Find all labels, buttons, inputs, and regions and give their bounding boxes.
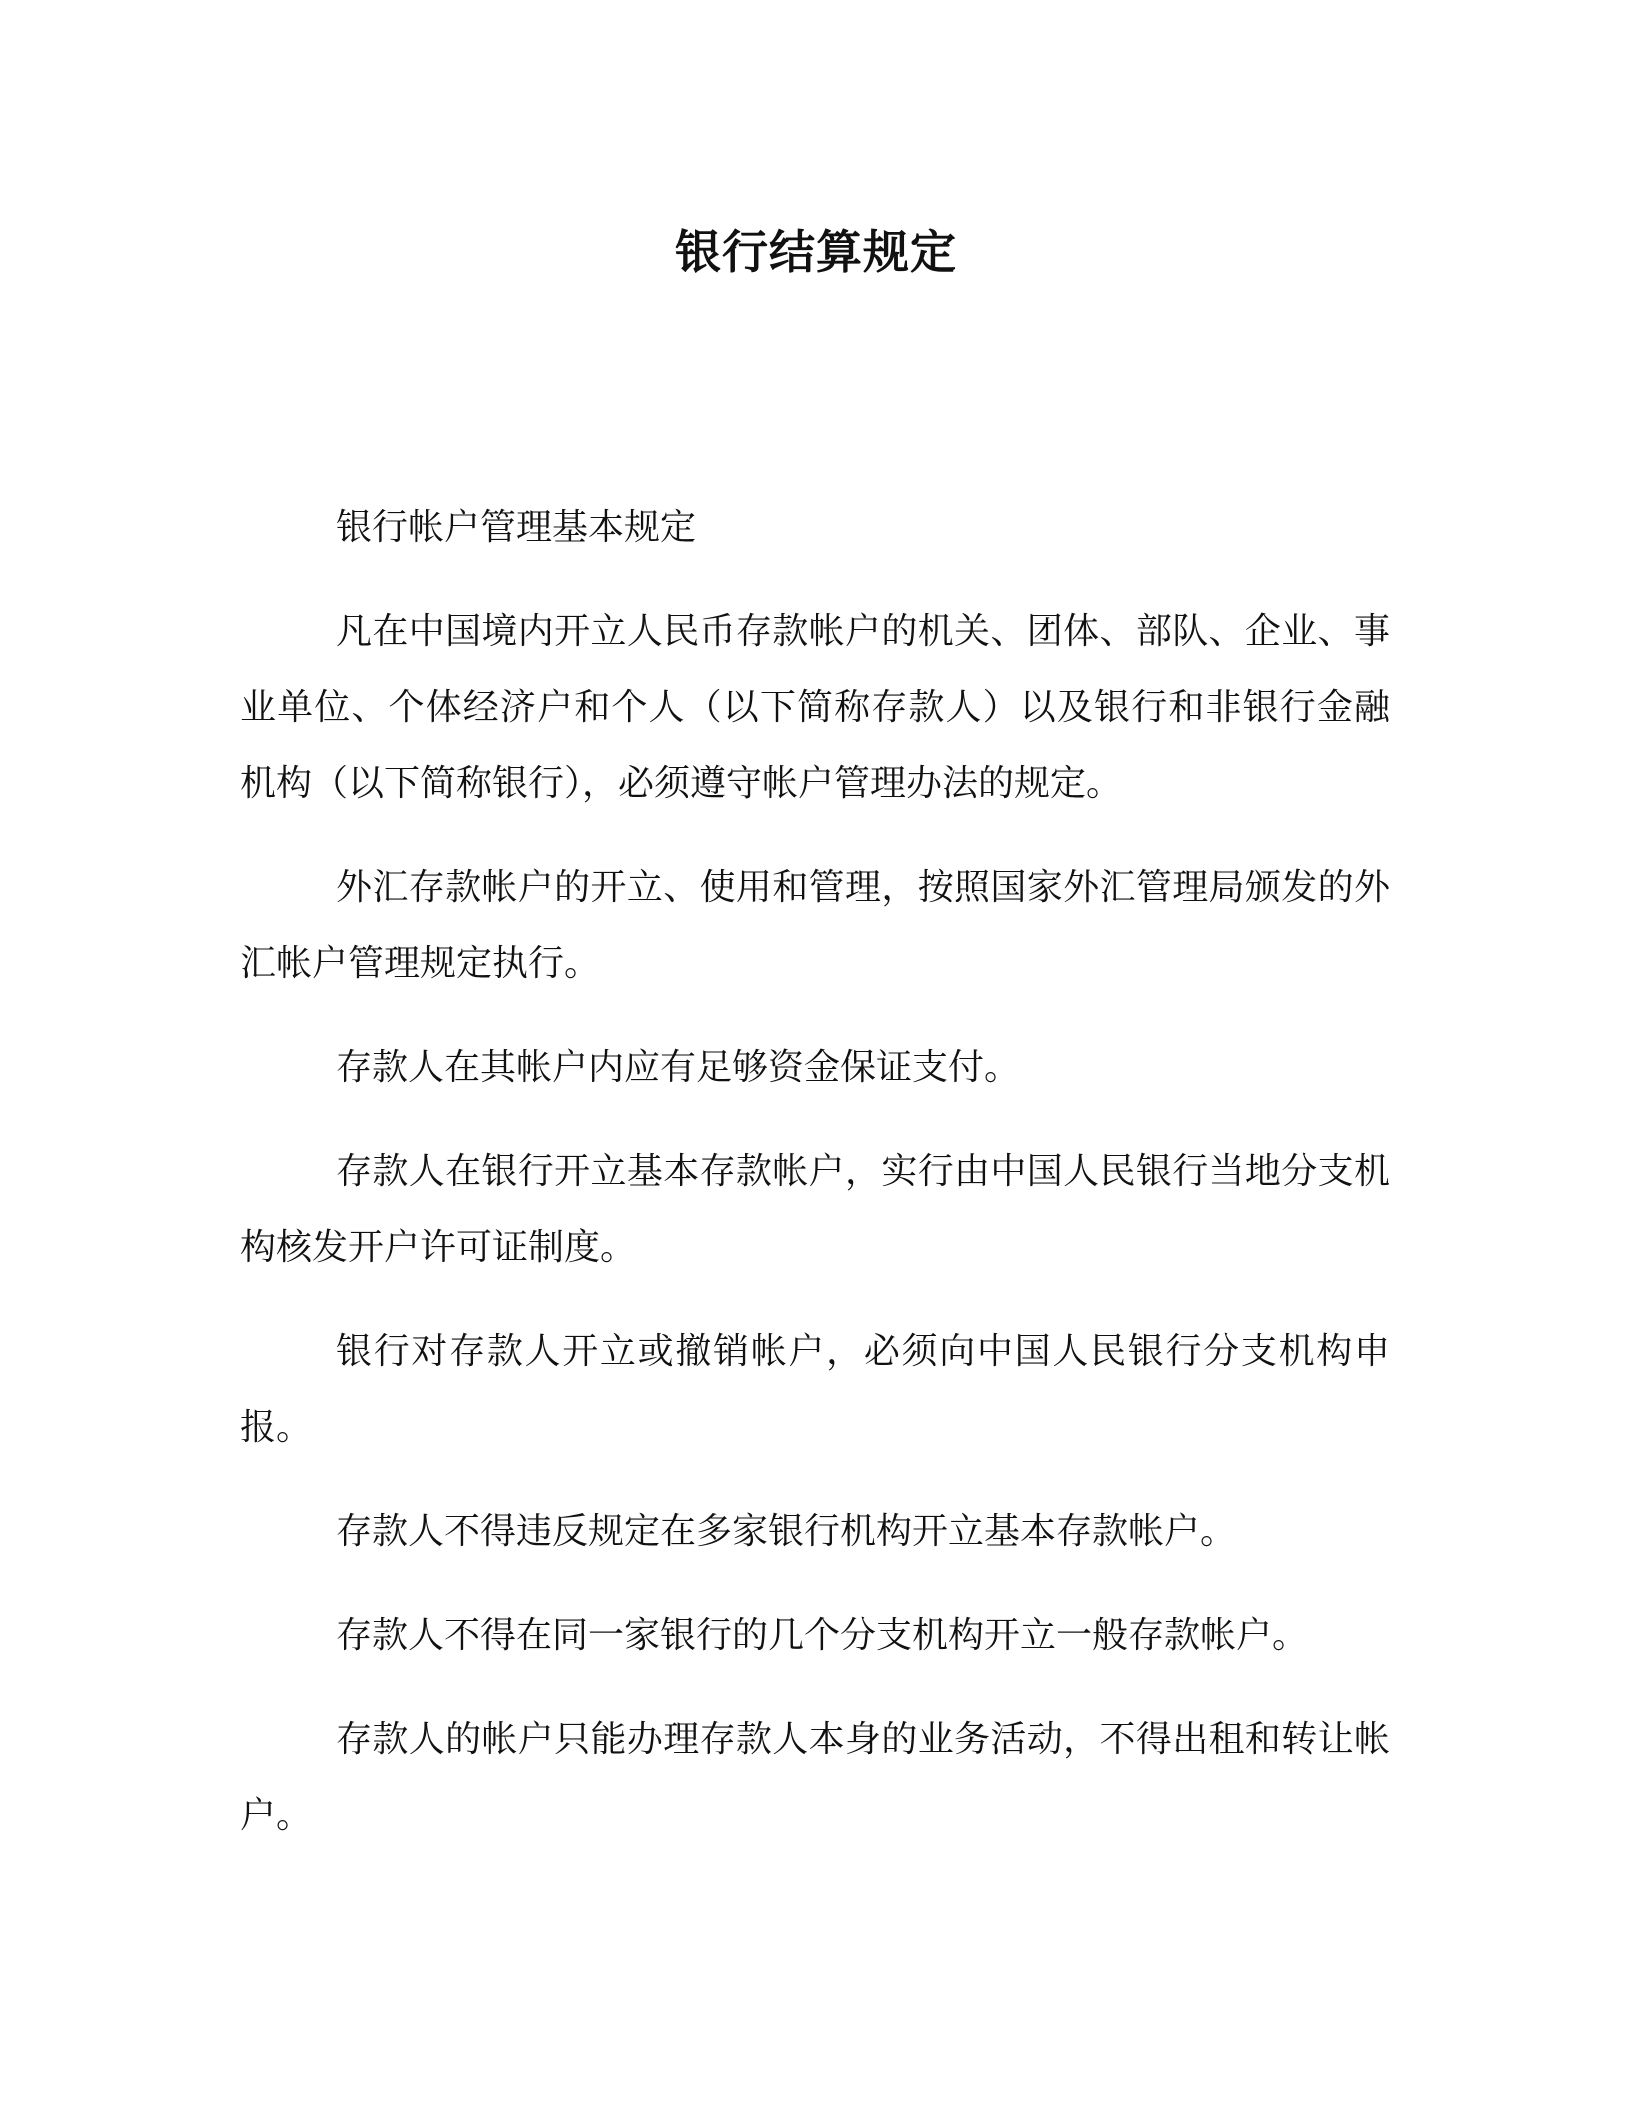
paragraph: 存款人在其帐户内应有足够资金保证支付。 [336, 1047, 1021, 1088]
document-title: 银行结算规定 [675, 225, 957, 279]
document-body [240, 490, 1390, 1882]
paragraph: 存款人不得违反规定在多家银行机构开立基本存款帐户。 [336, 1511, 1237, 1552]
paragraph: 存款人的帐户只能办理存款人本身的业务活动，不得出租和转让帐户。 [240, 1719, 1390, 1836]
paragraph: 存款人在银行开立基本存款帐户，实行由中国人民银行当地分支机构核发开户许可证制度。 [240, 1151, 1390, 1268]
paragraph: 存款人不得在同一家银行的几个分支机构开立一般存款帐户。 [336, 1615, 1309, 1656]
paragraph: 外汇存款帐户的开立、使用和管理，按照国家外汇管理局颁发的外汇帐户管理规定执行。 [240, 867, 1390, 984]
paragraph-section-heading: 银行帐户管理基本规定 [336, 507, 697, 548]
paragraph: 凡在中国境内开立人民币存款帐户的机关、团体、部队、企业、事业单位、个体经济户和个人（以下简称存款人）以及银行和非银行金融机构（以下简称银行），必须遵守帐户管理办法的规定。 [240, 611, 1390, 804]
paragraph: 银行对存款人开立或撤销帐户，必须向中国人民银行分支机构申报。 [240, 1331, 1390, 1448]
